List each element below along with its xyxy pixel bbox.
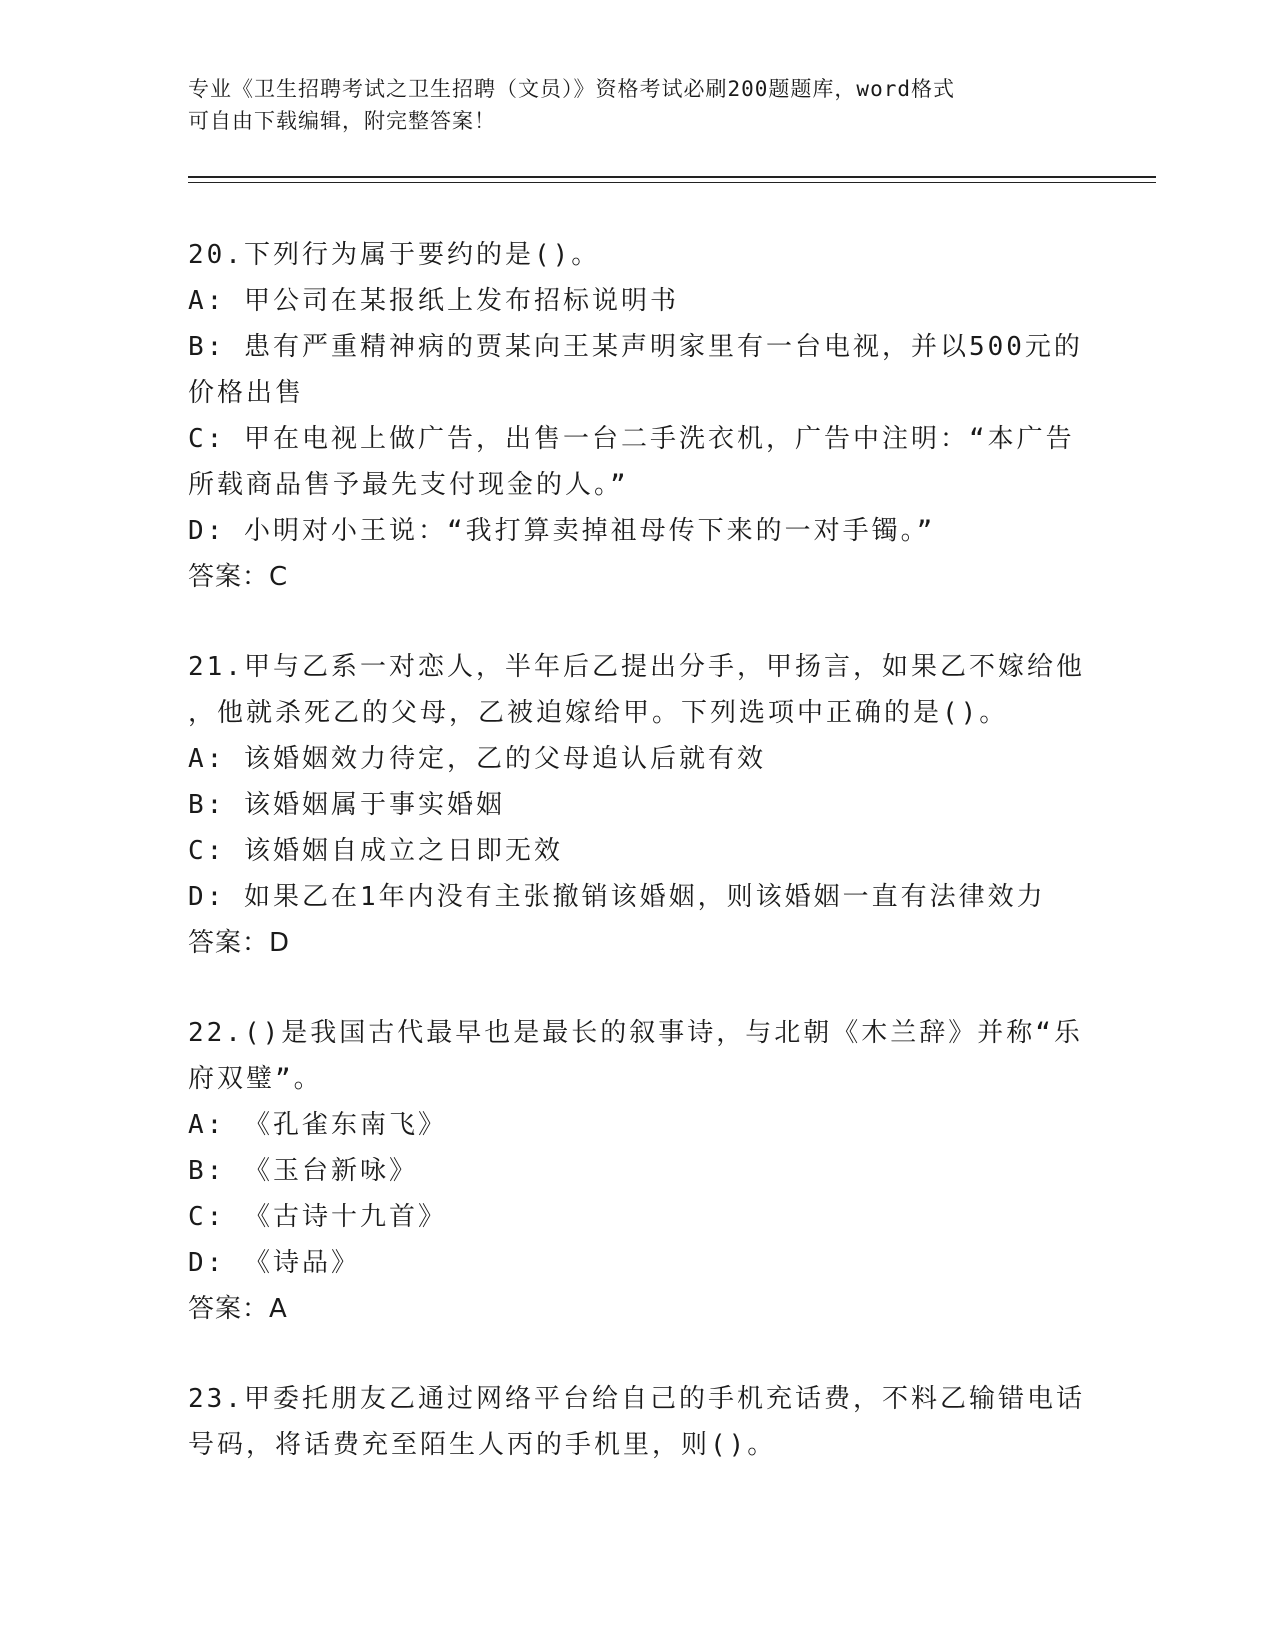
question-stem: 23.甲委托朋友乙通过网络平台给自己的手机充话费，不料乙输错电话 bbox=[188, 1384, 1085, 1414]
question-20 bbox=[188, 232, 1088, 600]
question-stem: 20.下列行为属于要约的是()。 bbox=[188, 240, 601, 270]
answer-label: 答案：D bbox=[188, 928, 291, 958]
option-a: A: 甲公司在某报纸上发布招标说明书 bbox=[188, 286, 679, 316]
option-b: B: 该婚姻属于事实婚姻 bbox=[188, 790, 505, 820]
question-stem-continued: 号码，将话费充至陌生人丙的手机里，则()。 bbox=[188, 1430, 777, 1460]
option-c: C: 该婚姻自成立之日即无效 bbox=[188, 836, 563, 866]
header-line-2: 可自由下载编辑，附完整答案！ bbox=[188, 109, 496, 133]
question-list bbox=[188, 232, 1088, 1512]
question-22 bbox=[188, 1010, 1088, 1332]
document-header bbox=[188, 73, 1088, 137]
option-c-continued: 所载商品售予最先支付现金的人。” bbox=[188, 470, 629, 500]
option-c: C: 《古诗十九首》 bbox=[188, 1202, 447, 1232]
question-stem-continued: ，他就杀死乙的父母，乙被迫嫁给甲。下列选项中正确的是()。 bbox=[188, 698, 1009, 728]
answer-label: 答案：A bbox=[188, 1294, 288, 1324]
question-21 bbox=[188, 644, 1088, 966]
header-divider-thick bbox=[188, 176, 1156, 178]
option-a: A: 《孔雀东南飞》 bbox=[188, 1110, 447, 1140]
option-b-continued: 价格出售 bbox=[188, 378, 305, 408]
option-d: D: 如果乙在1年内没有主张撤销该婚姻，则该婚姻一直有法律效力 bbox=[188, 882, 1046, 912]
question-23 bbox=[188, 1376, 1088, 1468]
header-line-1: 专业《卫生招聘考试之卫生招聘（文员）》资格考试必刷200题题库，word格式 bbox=[188, 77, 955, 101]
option-b: B: 患有严重精神病的贾某向王某声明家里有一台电视，并以500元的 bbox=[188, 332, 1083, 362]
option-b: B: 《玉台新咏》 bbox=[188, 1156, 418, 1186]
question-stem-continued: 府双璧”。 bbox=[188, 1064, 323, 1094]
header-divider-thin bbox=[188, 182, 1156, 183]
question-stem: 22.()是我国古代最早也是最长的叙事诗，与北朝《木兰辞》并称“乐 bbox=[188, 1018, 1083, 1048]
answer-label: 答案：C bbox=[188, 562, 289, 592]
option-a: A: 该婚姻效力待定，乙的父母追认后就有效 bbox=[188, 744, 766, 774]
option-d: D: 小明对小王说：“我打算卖掉祖母传下来的一对手镯。” bbox=[188, 516, 936, 546]
question-stem: 21.甲与乙系一对恋人，半年后乙提出分手，甲扬言，如果乙不嫁给他 bbox=[188, 652, 1085, 682]
option-d: D: 《诗品》 bbox=[188, 1248, 360, 1278]
option-c: C: 甲在电视上做广告，出售一台二手洗衣机，广告中注明：“本广告 bbox=[188, 424, 1075, 454]
